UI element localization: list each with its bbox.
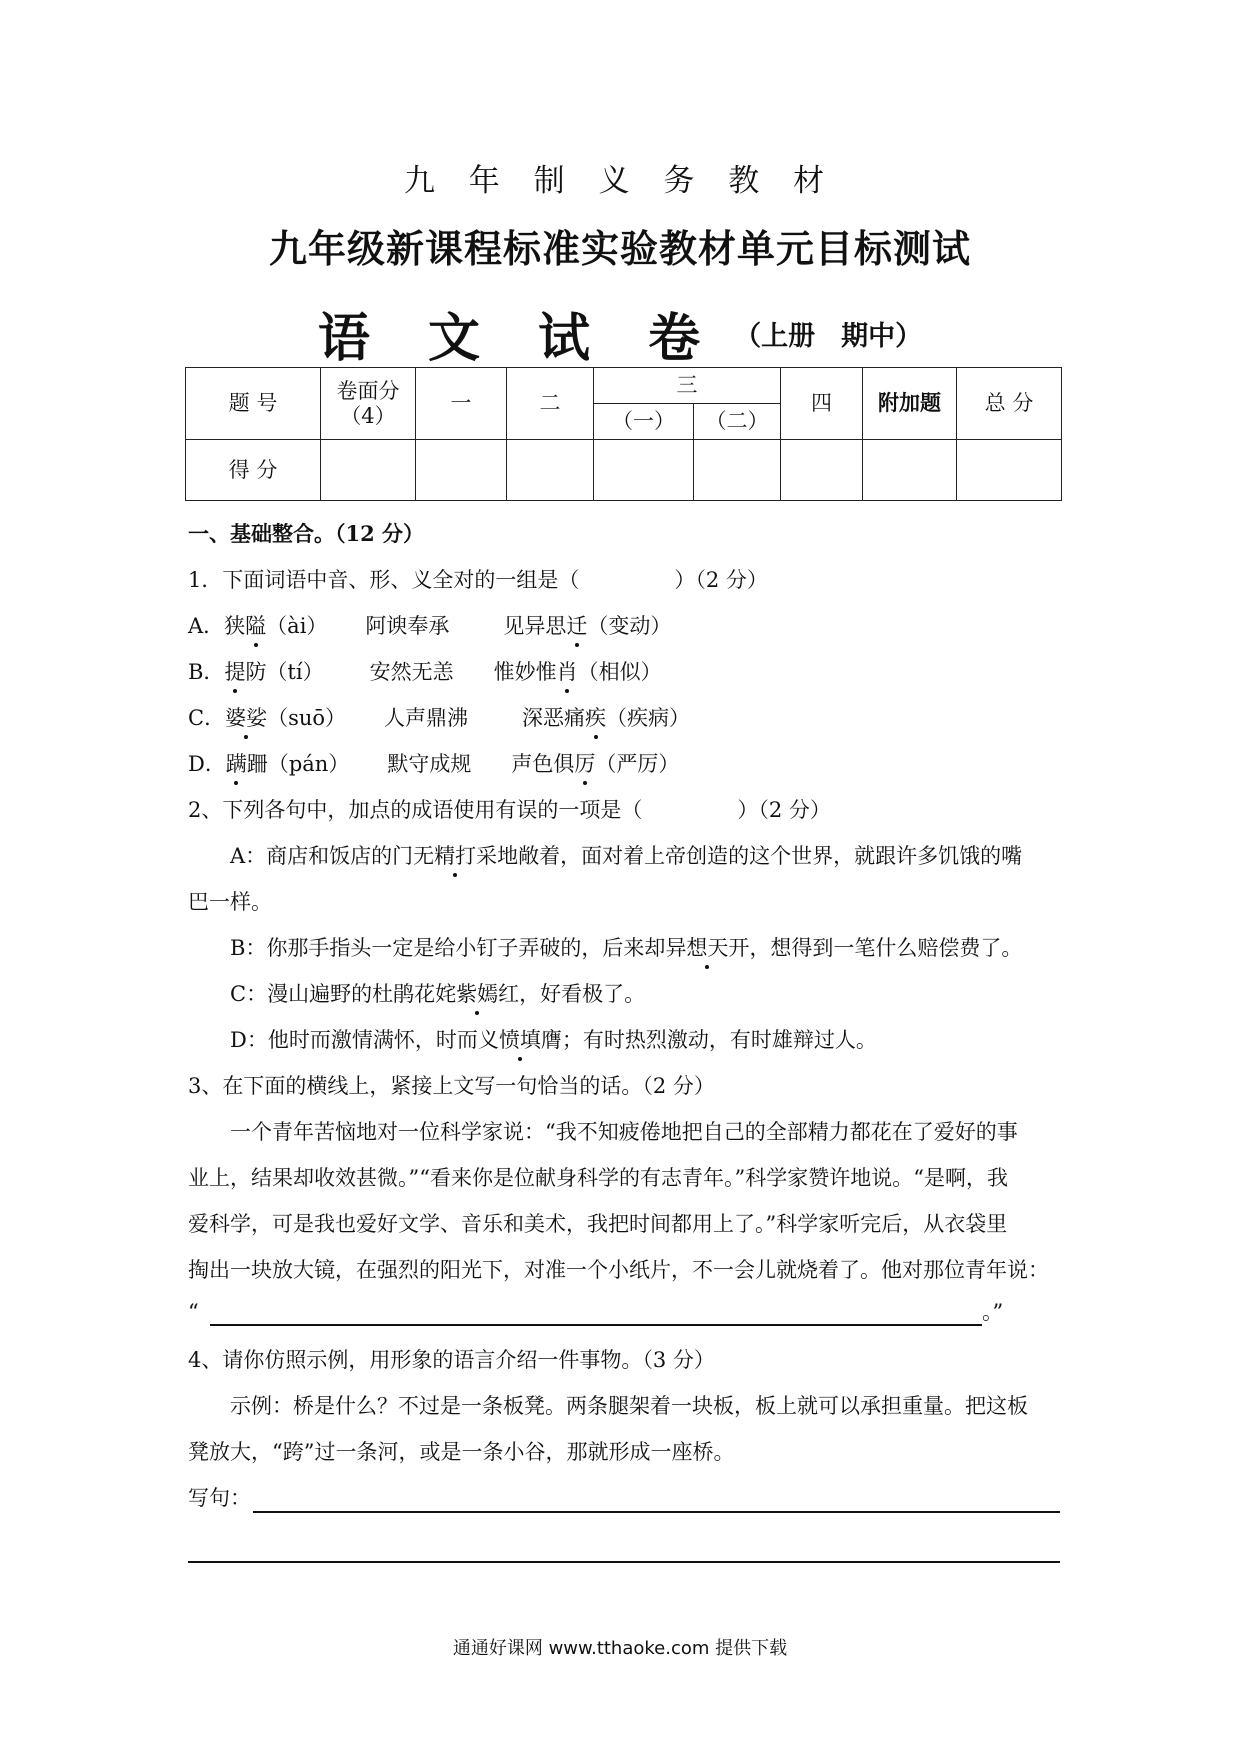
score-col-1: 一 <box>416 368 507 440</box>
score-cell <box>957 440 1062 501</box>
q2-option-d: D：他时而激情满怀，时而义愤填膺；有时热烈激动，有时雄辩过人。 <box>230 1025 877 1055</box>
score-cell <box>416 440 507 501</box>
score-cell <box>507 440 594 501</box>
q2-option-b: B：你那手指头一定是给小钉子弄破的，后来却异想天开，想得到一笔什么赔偿费了。 <box>230 933 1022 963</box>
score-cell <box>694 440 781 501</box>
score-row-label: 得 分 <box>186 440 321 501</box>
q2-option-a: A：商店和饭店的门无精打采地敞着，面对着上帝创造的这个世界，就跟许多饥饿的嘴 <box>230 841 1022 871</box>
q3-passage-line: 爱科学，可是我也爱好文学、音乐和美术，我把时间都用上了。”科学家听完后，从衣袋里 <box>188 1212 1008 1236</box>
q3-open-quote: “ <box>188 1300 199 1324</box>
q4-stem: 4、请你仿照示例，用形象的语言介绍一件事物。（3 分） <box>188 1348 715 1372</box>
q2-option-a-cont: 巴一样。 <box>188 890 272 914</box>
score-col-total: 总 分 <box>957 368 1062 440</box>
score-col-3b: （二） <box>694 404 781 440</box>
header-textbook-series: 九 年 制 义 务 教 材 <box>403 163 837 199</box>
q1-option-b: B．提防（tí） 安然无恙 惟妙惟肖（相似） <box>188 657 662 687</box>
score-col-3a: （一） <box>594 404 694 440</box>
score-col-2: 二 <box>507 368 594 440</box>
q3-stem: 3、在下面的横线上，紧接上文写一句恰当的话。（2 分） <box>188 1074 715 1098</box>
q1-option-c: C．婆娑（suō） 人声鼎沸 深恶痛疾（疾病） <box>188 703 690 733</box>
header-test-name: 九年级新课程标准实验教材单元目标测试 <box>268 226 971 271</box>
q2-option-c: C：漫山遍野的杜鹃花姹紫嫣红，好看极了。 <box>230 979 645 1009</box>
q3-passage-line: 掏出一块放大镜，在强烈的阳光下，对准一个小纸片，不一会儿就烧着了。他对那位青年说： <box>188 1258 1049 1282</box>
q1-option-a: A．狭隘（ài） 阿谀奉承 见异思迁（变动） <box>188 611 671 641</box>
score-cell <box>321 440 416 501</box>
score-col-3: 三 <box>594 368 781 404</box>
q1-stem: 1．下面词语中音、形、义全对的一组是（ ）（2 分） <box>188 568 768 592</box>
score-cell <box>863 440 957 501</box>
score-cell <box>594 440 694 501</box>
exam-title-sub: （上册 期中） <box>734 321 923 352</box>
q3-close-quote: 。” <box>982 1300 1004 1324</box>
score-table-row-label: 题 号 <box>186 368 321 440</box>
q3-answer-line[interactable] <box>210 1324 982 1326</box>
section1-heading: 一、基础整合。（12 分） <box>188 521 425 546</box>
q3-passage-line: 一个青年苦恼地对一位科学家说：“我不知疲倦地把自己的全部精力都花在了爱好的事 <box>230 1120 1018 1144</box>
score-col-juanmian: 卷面分 （4） <box>321 368 416 440</box>
q1-option-d: D．蹒跚（pán） 默守成规 声色俱厉（严厉） <box>188 749 679 779</box>
exam-title-main: 语 文 试 卷 <box>317 308 721 369</box>
q2-stem: 2、下列各句中，加点的成语使用有误的一项是（ ）（2 分） <box>188 798 831 822</box>
q4-answer-line-2[interactable] <box>188 1561 1060 1563</box>
score-cell <box>781 440 863 501</box>
q4-write-label: 写句： <box>188 1486 251 1510</box>
q4-answer-line[interactable] <box>253 1511 1060 1513</box>
q3-passage-line: 业上，结果却收效甚微。”“看来你是位献身科学的有志青年。”科学家赞许地说。“是啊，我 <box>188 1166 1008 1190</box>
score-table <box>185 367 1062 501</box>
q4-example-line: 示例：桥是什么？不过是一条板凳。两条腿架着一块板，板上就可以承担重量。把这板 <box>230 1394 1028 1418</box>
score-col-4: 四 <box>781 368 863 440</box>
q4-example-line: 凳放大，“跨”过一条河，或是一条小谷，那就形成一座桥。 <box>188 1440 735 1464</box>
score-col-extra: 附加题 <box>863 368 957 440</box>
exam-title <box>0 296 1240 371</box>
footer-download-note: 通通好课网 www.tthaoke.com 提供下载 <box>452 1638 788 1659</box>
